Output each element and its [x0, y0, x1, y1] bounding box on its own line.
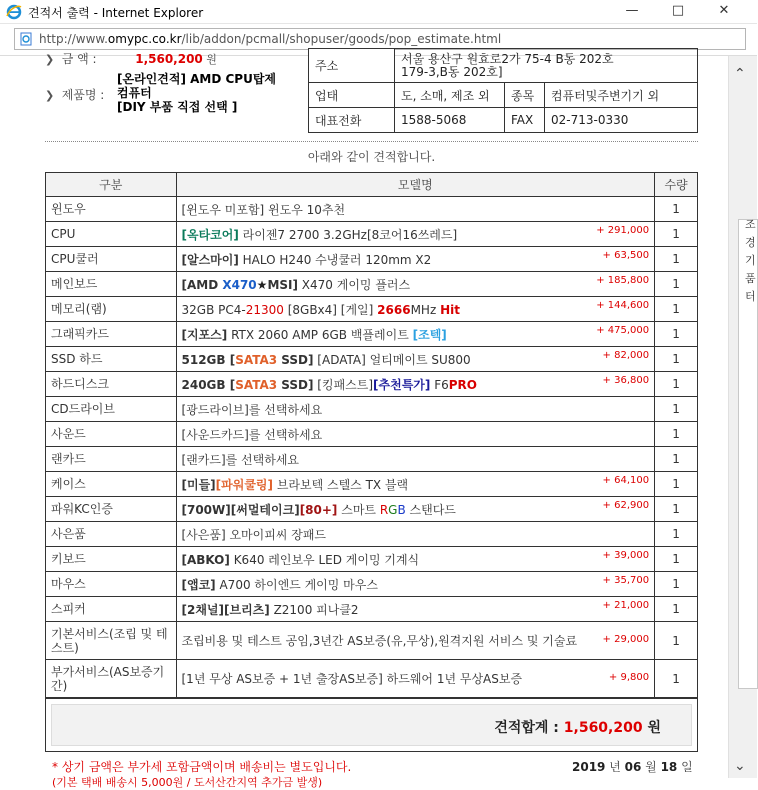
page-icon: [19, 32, 33, 46]
row-model: [176, 347, 655, 372]
vertical-scrollbar[interactable]: [728, 56, 757, 778]
row-qty: 1: [655, 397, 698, 422]
row-price: + 475,000: [596, 325, 650, 336]
table-row: [46, 372, 698, 397]
bullet-icon: ❯: [45, 89, 55, 102]
total-inner: [51, 704, 692, 746]
row-model: [176, 447, 655, 472]
row-qty: 1: [655, 622, 698, 660]
phone-label: 대표전화: [309, 108, 395, 133]
row-category: SSD 하드: [46, 347, 177, 372]
url-text: http://www.omypc.co.kr/lib/addon/pcmall/shopuser/goods/pop_estimate.html: [39, 32, 502, 46]
row-price: + 185,800: [596, 275, 650, 286]
row-category: 스피커: [46, 597, 177, 622]
row-qty: 1: [655, 297, 698, 322]
row-qty: 1: [655, 547, 698, 572]
row-category: 기본서비스(조립 및 테스트): [46, 622, 177, 660]
row-model: [176, 297, 655, 322]
model-text: [AMD X470★MSI] X470 게이밍 플러스: [181, 277, 411, 292]
bullet-icon: ❯: [45, 53, 55, 66]
model-text: 32GB PC4-21300 [8GBx4] [게일] 2666MHz Hit: [181, 302, 460, 317]
model-text: [미들][파워쿨링] 브라보텍 스텔스 TX 블랙: [181, 477, 409, 492]
table-row: [46, 497, 698, 522]
row-category: 랜카드: [46, 447, 177, 472]
row-model: [176, 397, 655, 422]
estimate-date: 2019 년 06 월 18 일: [572, 760, 693, 774]
table-row: [46, 272, 698, 297]
row-category: CPU쿨러: [46, 247, 177, 272]
model-text: [윈도우 미포함] 윈도우 10추천: [181, 202, 346, 217]
table-row: [46, 397, 698, 422]
product-name-line: [온라인견적] AMD CPU탑제: [117, 72, 277, 86]
minimize-button[interactable]: —: [625, 3, 639, 18]
address-line: 서울 용산구 원효로2가 75-4 B동 202호: [401, 51, 614, 66]
price-label: 금 액 :: [61, 52, 97, 66]
category-label: 종목: [505, 83, 545, 108]
row-price: + 39,000: [602, 550, 650, 561]
product-name: [117, 72, 307, 114]
row-category: 윈도우: [46, 197, 177, 222]
product-label: 제품명 :: [61, 88, 105, 102]
product-name-line: [DIY 부품 직접 선택 ]: [117, 100, 238, 114]
address-value: [395, 49, 698, 83]
model-text: 512GB [SATA3 SSD] [ADATA] 얼티메이트 SU800: [181, 352, 471, 367]
row-model: [176, 660, 655, 698]
row-model: [176, 622, 655, 660]
row-price: + 36,800: [602, 375, 650, 386]
row-price: + 21,000: [602, 600, 650, 611]
row-qty: 1: [655, 597, 698, 622]
total-amount: 견적합계 : 1,560,200 원: [494, 720, 661, 736]
model-text: [광드라이브]를 선택하세요: [181, 402, 323, 417]
row-price: + 144,600: [596, 300, 650, 311]
row-model: [176, 197, 655, 222]
fax-value: 02-713-0330: [545, 108, 698, 133]
page-content: [0, 51, 728, 789]
row-category: 부가서비스(AS보증기간): [46, 660, 177, 698]
model-text: [랜카드]를 선택하세요: [181, 452, 300, 467]
model-text: [알스마이] HALO H240 수냉쿨러 120mm X2: [181, 252, 432, 267]
table-row: [46, 347, 698, 372]
row-model: [176, 547, 655, 572]
col-category: 구분: [46, 173, 177, 197]
row-price: + 9,800: [608, 672, 650, 683]
row-category: 케이스: [46, 472, 177, 497]
close-button[interactable]: ✕: [718, 3, 730, 18]
row-price: + 62,900: [602, 500, 650, 511]
divider: [45, 141, 698, 142]
row-qty: 1: [655, 272, 698, 297]
table-row: [46, 547, 698, 572]
row-price: + 291,000: [596, 225, 650, 236]
row-model: [176, 597, 655, 622]
window-title: 견적서 출력 - Internet Explorer: [28, 6, 204, 20]
row-qty: 1: [655, 660, 698, 698]
row-price: + 64,100: [602, 475, 650, 486]
row-qty: 1: [655, 197, 698, 222]
price-row: [45, 50, 217, 67]
row-category: 사운드: [46, 422, 177, 447]
table-row: [46, 660, 698, 698]
model-text: [2채널][브리츠] Z2100 피나클2: [181, 602, 359, 617]
price-unit: 원: [206, 53, 217, 66]
fax-label: FAX: [505, 108, 545, 133]
row-price: + 63,500: [602, 250, 650, 261]
row-category: 메인보드: [46, 272, 177, 297]
model-text: [지포스] RTX 2060 AMP 6GB 백플레이트 [조텍]: [181, 327, 447, 342]
row-qty: 1: [655, 472, 698, 497]
row-price: + 29,000: [602, 634, 650, 645]
col-qty: 수량: [655, 173, 698, 197]
row-qty: 1: [655, 372, 698, 397]
model-text: [옥타코어] 라이젠7 2700 3.2GHz[8코어16쓰레드]: [181, 227, 458, 242]
estimate-caption: 아래와 같이 견적합니다.: [307, 150, 436, 164]
row-model: [176, 422, 655, 447]
address-line: 179-3,B동 202호]: [401, 64, 503, 79]
model-text: [1년 무상 AS보증 + 1년 출장AS보증] 하드웨어 1년 무상AS보증: [181, 672, 523, 686]
total-box: [45, 698, 698, 752]
address-label: 주소: [309, 49, 395, 83]
scroll-up-icon[interactable]: ⌃: [734, 66, 746, 82]
vat-note: * 상기 금액은 부가세 포함금액이며 배송비는 별도입니다.: [52, 760, 352, 774]
row-qty: 1: [655, 347, 698, 372]
scroll-down-icon[interactable]: ⌄: [734, 758, 746, 774]
row-category: 하드디스크: [46, 372, 177, 397]
row-category: 키보드: [46, 547, 177, 572]
row-category: 메모리(램): [46, 297, 177, 322]
row-qty: 1: [655, 222, 698, 247]
row-category: 그래픽카드: [46, 322, 177, 347]
row-model: [176, 497, 655, 522]
internet-explorer-icon: [6, 4, 22, 20]
table-row: [46, 422, 698, 447]
model-text: [사은품] 오마이피씨 장패드: [181, 527, 327, 542]
table-row: [46, 472, 698, 497]
table-header-row: [46, 173, 698, 197]
table-row: [46, 247, 698, 272]
row-qty: 1: [655, 522, 698, 547]
phone-value: 1588-5068: [395, 108, 505, 133]
row-model: [176, 272, 655, 297]
row-model: [176, 247, 655, 272]
row-model: [176, 522, 655, 547]
row-model: [176, 322, 655, 347]
row-category: 파워KC인증: [46, 497, 177, 522]
model-text: 240GB [SATA3 SSD] [킹패스트][추천특가] F6PRO: [181, 377, 477, 392]
table-row: [46, 597, 698, 622]
table-row: [46, 622, 698, 660]
row-model: [176, 472, 655, 497]
price-value: 1,560,200: [135, 52, 203, 66]
row-model: [176, 372, 655, 397]
row-category: 사은품: [46, 522, 177, 547]
row-qty: 1: [655, 497, 698, 522]
row-model: [176, 572, 655, 597]
row-price: + 35,700: [602, 575, 650, 586]
table-row: [46, 522, 698, 547]
row-qty: 1: [655, 247, 698, 272]
background-window-text: 조 경 기 품 터: [745, 218, 756, 303]
table-row: [46, 322, 698, 347]
table-row: [46, 297, 698, 322]
model-text: [사운드카드]를 선택하세요: [181, 427, 323, 442]
row-model: [176, 222, 655, 247]
row-category: CD드라이브: [46, 397, 177, 422]
maximize-button[interactable]: □: [671, 3, 685, 18]
table-row: [46, 447, 698, 472]
category-value: 컴퓨터및주변기기 외: [545, 83, 698, 108]
row-qty: 1: [655, 572, 698, 597]
company-info-table: [308, 48, 698, 133]
row-price: + 82,000: [602, 350, 650, 361]
model-text: [앱코] A700 하이엔드 게이밍 마우스: [181, 577, 378, 592]
row-qty: 1: [655, 447, 698, 472]
row-category: 마우스: [46, 572, 177, 597]
window-titlebar: [0, 0, 757, 24]
table-row: [46, 222, 698, 247]
model-text: [700W][써멀테이크][80+] 스마트 RGB 스탠다드: [181, 502, 456, 517]
business-label: 업태: [309, 83, 395, 108]
estimate-table: [45, 172, 698, 698]
row-qty: 1: [655, 322, 698, 347]
col-model: 모델명: [176, 173, 655, 197]
url-field[interactable]: [14, 28, 746, 50]
product-name-line: 컴퓨터: [117, 86, 152, 100]
row-category: CPU: [46, 222, 177, 247]
table-row: [46, 197, 698, 222]
model-text: [ABKO] K640 레인보우 LED 게이밍 기계식: [181, 552, 420, 567]
table-row: [46, 572, 698, 597]
row-qty: 1: [655, 422, 698, 447]
business-value: 도, 소매, 제조 외: [395, 83, 505, 108]
model-text: 조립비용 및 테스트 공임,3년간 AS보증(유,무상),원격지원 서비스 및 기술료: [181, 634, 578, 648]
shipping-note: (기본 택배 배송시 5,000원 / 도서산간지역 추가금 발생): [52, 776, 323, 789]
